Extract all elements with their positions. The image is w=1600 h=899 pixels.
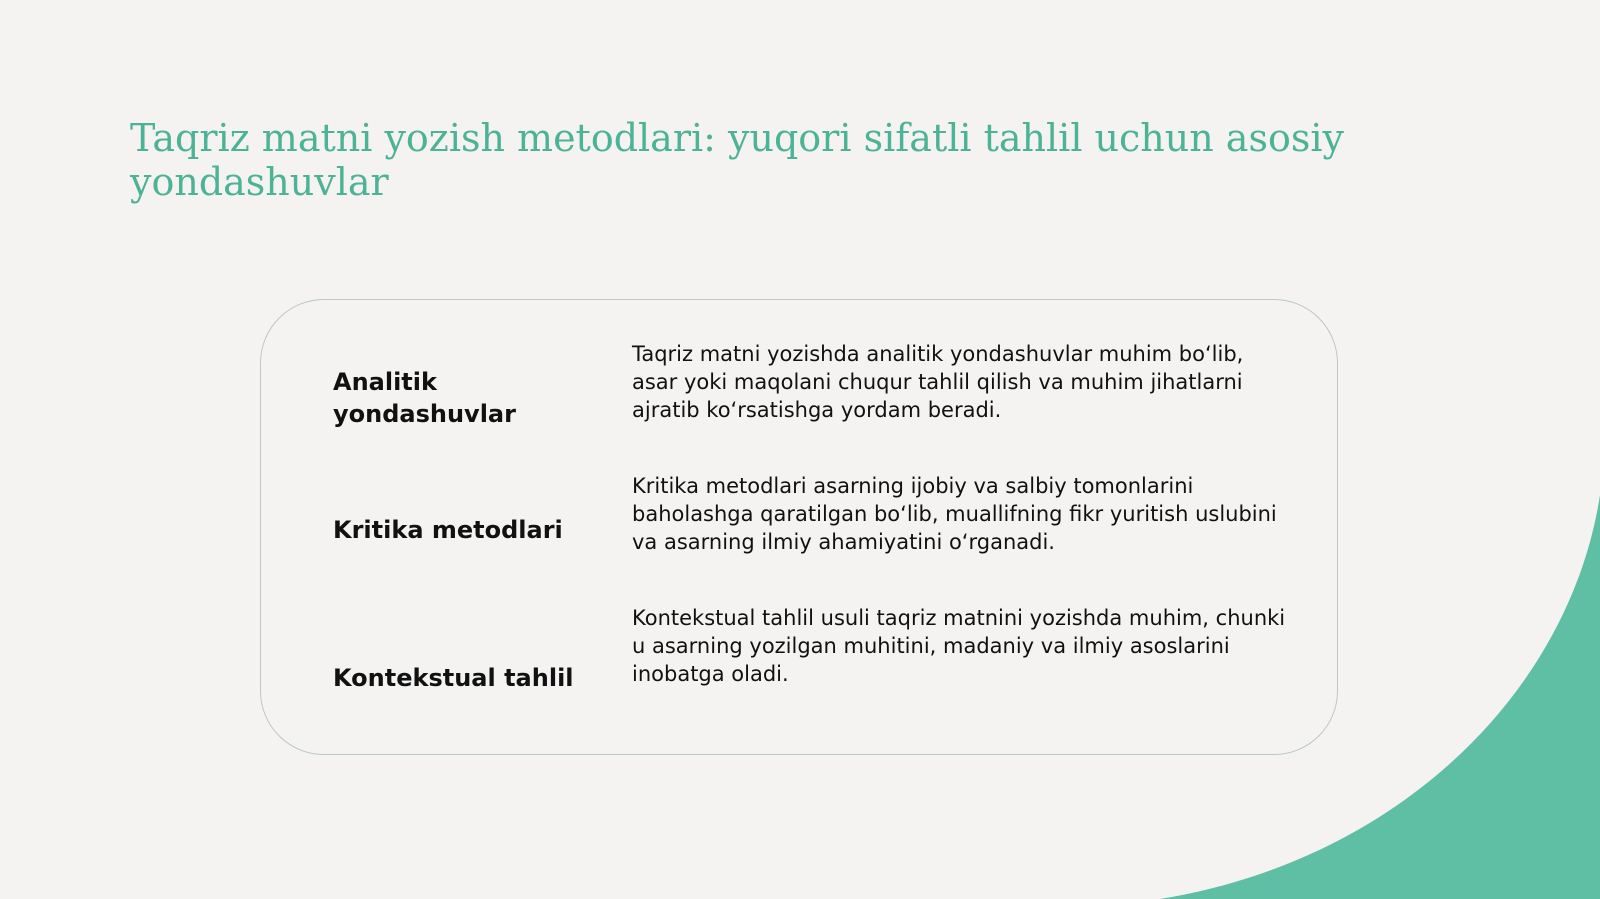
method-label: Kontekstual tahlil — [333, 664, 574, 692]
method-description: Taqriz matni yozishda analitik yondashuvlar muhim bo‘lib, asar yoki maqolani chuqur tahlil qilish va muhim jihatlarni ajratib ko‘rsatishga yordam beradi. — [632, 342, 1244, 422]
method-label: Kritika metodlari — [333, 516, 563, 544]
methods-card — [260, 299, 1338, 755]
method-description: Kontekstual tahlil usuli taqriz matnini yozishda muhim, chunki u asarning yozilgan muhitini, madaniy va ilmiy asoslarini inobatga oladi. — [632, 606, 1286, 686]
method-description: Kritika metodlari asarning ijobiy va salbiy tomonlarini baholashga qaratilgan bo‘lib, muallifning fikr yuritish uslubini va asarning ilmiy ahamiyatini o‘rganadi. — [632, 474, 1277, 554]
method-label: Analitik yondashuvlar — [333, 368, 516, 428]
slide-title: Taqriz matni yozish metodlari: yuqori sifatli tahlil uchun asosiy yondashuvlar — [130, 116, 1344, 204]
